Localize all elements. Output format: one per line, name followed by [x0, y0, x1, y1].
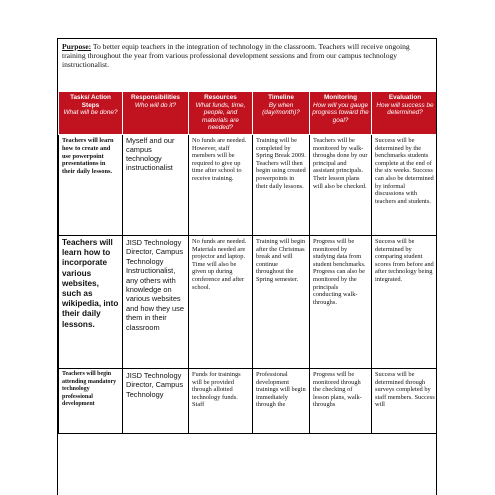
timeline-cell: Training will be completed by Spring Break 2009. Teachers will then begin using created powerpoints in their daily lessons. [253, 134, 310, 235]
action-plan-page [57, 38, 437, 495]
resources-cell: No funds are needed. However, staff members will be required to give up time after school to receive training. [189, 134, 253, 235]
header-responsibilities: Responsibilities Who will do it? [123, 92, 189, 135]
action-plan-table [58, 91, 437, 434]
responsibility-cell: JISD Technology Director, Campus Technology Instructionalist, any others with knowledge on various websites and how they use them in their classroom [123, 235, 189, 368]
header-monitoring: Monitoring How will you gauge progress toward the goal? [310, 92, 372, 135]
purpose-label: Purpose: [62, 42, 92, 51]
task-cell: Teachers will learn how to incorporate various websites, such as wikipedia, into their daily lessons. [59, 235, 123, 368]
table-header-row [59, 92, 438, 135]
resources-cell: Funds for trainings will be provided through allotted technology funds. Staff [189, 368, 253, 433]
header-timeline: Timeline By when (day/month)? [253, 92, 310, 135]
table-row [59, 134, 438, 235]
header-tasks: Tasks/ Action Steps What will be done? [59, 92, 123, 135]
purpose-statement [58, 39, 436, 91]
header-evaluation: Evaluation How will success be determined? [372, 92, 438, 135]
timeline-cell: Professional development trainings will begin immediately through the [253, 368, 310, 433]
header-resources: Resources What funds, time, people, and materials are needed? [189, 92, 253, 135]
table-row [59, 235, 438, 368]
monitoring-cell: Progress will be monitored by studying data from student benchmarks. Progress can also be monitored by the principals conducting walk-throughs. [310, 235, 372, 368]
task-cell: Teachers will begin attending mandatory technology professional development [59, 368, 123, 433]
evaluation-cell: Success will be determined through surveys completed by staff members. Success will [372, 368, 438, 433]
resources-cell: No funds are needed. Materials needed are projector and laptop. Time will also be given up during conference and after school. [189, 235, 253, 368]
purpose-text: To better equip teachers in the integration of technology in the classroom. Teachers will receive ongoing training throughout the year from various professional development sessions and from our campus technology instructionalist. [62, 42, 410, 70]
evaluation-cell: Success will be determined by comparing student scores from before and after technology being integrated. [372, 235, 438, 368]
monitoring-cell: Teachers will be monitored by walk-throughs done by our principal and assistant principals. Their lesson plans will also be checked. [310, 134, 372, 235]
task-cell: Teachers will learn how to create and use powerpoint presentations in their daily lessons. [59, 134, 123, 235]
table-row [59, 368, 438, 433]
responsibility-cell: JISD Technology Director, Campus Technology [123, 368, 189, 433]
responsibility-cell: Myself and our campus technology instructionalist [123, 134, 189, 235]
evaluation-cell: Success will be determined by the benchmarks students complete at the end of the six weeks. Success can also be determined by informal discussions with teachers and students. [372, 134, 438, 235]
monitoring-cell: Progress will be monitored through the checking of lesson plans, walk-throughs [310, 368, 372, 433]
timeline-cell: Training will begin after the Christmas break and will continue throughout the Spring semester. [253, 235, 310, 368]
